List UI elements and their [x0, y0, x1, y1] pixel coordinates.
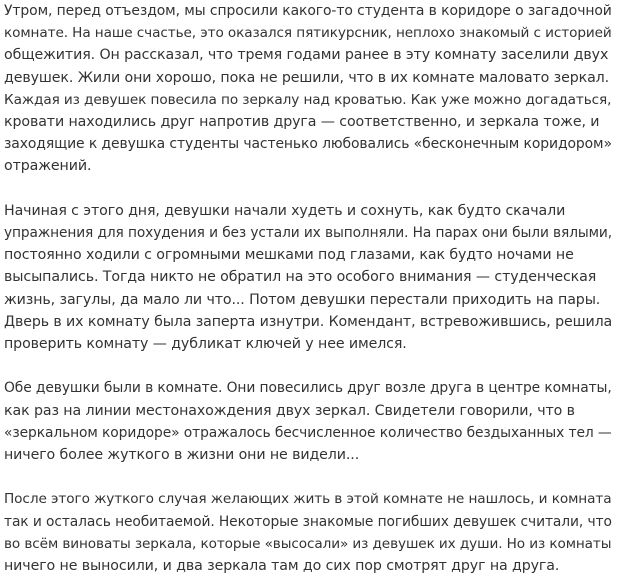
paragraph-gap — [4, 466, 614, 488]
text-line: Утром, перед отъездом, мы спросили какого-то студента в коридоре о загадочной — [4, 3, 612, 19]
text-line: упражнения для похудения и без устали их выполняли. На парах они были вялыми, — [4, 225, 612, 242]
text-line: заходящие к девушка студенты частенько любовались «бесконечным коридором» — [4, 136, 612, 153]
text-line: проверить комнату — дубликат ключей у нее имелся. — [4, 336, 407, 353]
text-line: ничего не выносили, и два зеркала там до сих пор смотрят друг на друга. — [4, 558, 560, 575]
paragraph-2 — [4, 200, 614, 355]
text-line: Дверь в их комнату была заперта изнутри. Комендант, встревожившись, решила — [4, 313, 613, 330]
text-line: Каждая из девушек повесила по зеркалу над кроватью. Как уже можно догадаться, — [4, 91, 612, 108]
text-line: высыпались. Тогда никто не обратил на это особого внимания — студенческая — [4, 269, 597, 286]
text-line: кровати находились друг напротив друга — соответственно, и зеркала тоже, и — [4, 114, 600, 131]
paragraph-4 — [4, 488, 614, 577]
text-line: «зеркальном коридоре» отражалось бесчисленное количество бездыханных тел — — [4, 424, 612, 441]
text-line: комнате. На наше счастье, это оказался пятикурсник, неплохо знакомый с историей — [4, 25, 612, 42]
text-line: Начиная с этого дня, девушки начали худеть и сохнуть, как будто скачали — [4, 202, 566, 219]
text-line: девушек. Жили они хорошо, пока не решили, что в их комнате маловато зеркал. — [4, 69, 610, 86]
text-line: ничего более жуткого в жизни они не видели... — [4, 447, 360, 464]
text-line: так и осталась необитаемой. Некоторые знакомые погибших девушек считали, что — [4, 513, 612, 530]
text-line: Обе девушки были в комнате. Они повесились друг возле друга в центре комнаты, — [4, 380, 612, 397]
paragraph-1 — [4, 0, 614, 178]
story-text — [4, 0, 614, 577]
text-line: жизнь, загулы, да мало ли что... Потом девушки перестали приходить на пары. — [4, 291, 601, 308]
text-line: постоянно ходили с огромными мешками под глазами, как будто ночами не — [4, 247, 574, 264]
paragraph-gap — [4, 178, 614, 200]
paragraph-gap — [4, 355, 614, 377]
paragraph-3 — [4, 377, 614, 466]
text-line: как раз на линии местонахождения двух зеркал. Свидетели говорили, что в — [4, 402, 575, 419]
text-line: После этого жуткого случая желающих жить в этой комнате не нашлось, и комната — [4, 491, 612, 508]
text-line: во всём виноваты зеркала, которые «высосали» из девушек их души. Но из комнаты — [4, 535, 612, 552]
text-line: отражений. — [4, 158, 92, 175]
text-line: общежития. Он рассказал, что тремя годами ранее в эту комнату заселили двух — [4, 47, 609, 64]
